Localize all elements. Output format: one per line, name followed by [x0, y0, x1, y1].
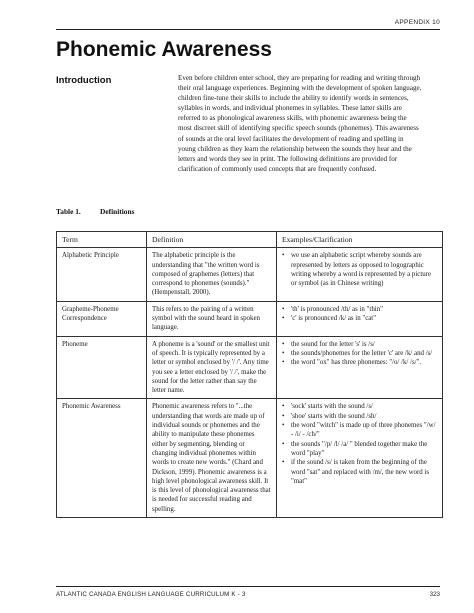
example-item: • 'shoe' starts with the sound /sh/ [282, 412, 437, 421]
appendix-label: APPENDIX 10 [394, 19, 440, 26]
table-header-row [57, 232, 443, 248]
term-cell: Phonemic Awareness [57, 399, 147, 518]
page-title: Phonemic Awareness [56, 38, 272, 61]
table-number: Table 1. [56, 207, 81, 216]
example-item: • the sounds "/p/ /l/ /a/ " blended together make the word "play" [282, 440, 437, 459]
term-cell: Alphabetic Principle [57, 248, 147, 301]
example-item: • 'th' is pronounced /th/ as in "thin" [282, 305, 437, 314]
example-item: • we use an alphabetic script whereby sounds are represented by letters as opposed to logographic writing whereby a word is represented by a picture or symbol (as in Chinese writing) [282, 251, 437, 288]
introduction-paragraph: Even before children enter school, they are preparing for reading and writing through their oral language experiences. Beginning with the development of spoken language, children fine-tune their skills to include the ability to identify words in sentences, syllables in words, and individual phonemes in syllables. These latter skills are referred to as phonological awareness skills, with phonemic awareness being the most discreet skill of identifying specific speech sounds (phonemes). This awareness of sounds at the oral level facilitates the development of reading and spelling in young children as they learn the relationship between the sounds they hear and the letters and words they see in print. The following definitions are provided for clarification of commonly used concepts that are frequently confused. [178, 74, 422, 173]
term-cell: Grapheme-Phoneme Correspondence [57, 301, 147, 336]
example-item: • the sound for the letter 's' is /s/ [282, 340, 437, 349]
examples-cell [277, 248, 443, 301]
example-item: • the sounds/phonemes for the letter 'c' are /k/ and /s/ [282, 349, 437, 358]
header-examples: Examples/Clarification [277, 232, 443, 248]
table-row [57, 248, 443, 301]
definition-cell: Phonemic awareness refers to "...the understanding that words are made up of individual sounds or phonemes and the ability to manipulate these phonemes either by segmenting, blending or changing individual phonemes within words to create new words." (Chard and Dickson, 1999). Phonemic awareness is a high level phonological awareness skill. It is this level of phonological awareness that is needed for successful reading and spelling. [147, 399, 277, 518]
examples-cell [277, 301, 443, 336]
definition-cell: A phoneme is a 'sound' or the smallest unit of speech. It is typically represented by a letter or symbol enclosed by '/ /'. Any time you see a letter enclosed by '/ /', make the sound for the letter rather than say the letter name. [147, 336, 277, 399]
definitions-table [56, 231, 443, 518]
example-item: • if the sound /s/ is taken from the beginning of the word "sat" and replaced with /m/, the new word is "mat" [282, 458, 437, 486]
page-number: 323 [429, 591, 440, 598]
example-item: • 'sock' starts with the sound /s/ [282, 402, 437, 411]
examples-cell [277, 399, 443, 518]
table-caption [56, 207, 135, 216]
term-cell: Phoneme [57, 336, 147, 399]
header-definition: Definition [147, 232, 277, 248]
table-row [57, 399, 443, 518]
introduction-heading: Introduction [56, 75, 112, 86]
footer-rule [56, 586, 440, 587]
definition-cell: The alphabetic principle is the understanding that "the written word is composed of graphemes (letters) that correspond to phonemes (sounds)." (Hempenstall, 2000). [147, 248, 277, 301]
example-item: • the word "ox" has three phonemes: "/o/ /k/ /s/". [282, 358, 437, 367]
table-row [57, 301, 443, 336]
table-row [57, 336, 443, 399]
table-title: Definitions [100, 207, 135, 216]
example-item: • 'c' is pronounced /k/ as in "cat" [282, 314, 437, 323]
example-item: • the word "witch" is made up of three phonemes "/w/ - /i/ - /ch/" [282, 421, 437, 440]
examples-cell [277, 336, 443, 399]
definition-cell: This refers to the pairing of a written symbol with the sound heard in spoken language. [147, 301, 277, 336]
header-term: Term [57, 232, 147, 248]
footer-curriculum: ATLANTIC CANADA ENGLISH LANGUAGE CURRICULUM K - 3 [56, 591, 246, 598]
header-rule [56, 29, 440, 30]
